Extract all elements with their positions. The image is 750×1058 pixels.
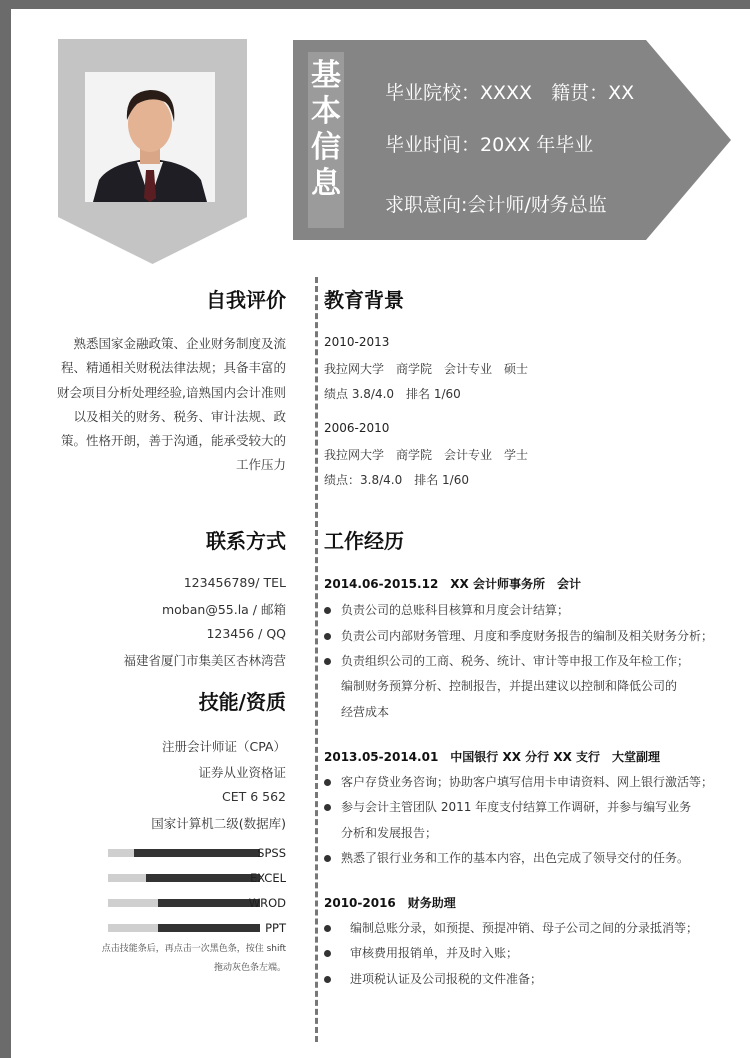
skill-name: EXCEL	[249, 871, 286, 885]
job-bullet: 负责组织公司的工商、税务、统计、审计等申报工作及年检工作；	[324, 652, 689, 669]
basic-info-label: 基本信息	[308, 52, 344, 228]
job-intention: 求职意向:会计师/财务总监	[385, 194, 607, 216]
skill-bar-ppt[interactable]	[108, 924, 260, 932]
column-divider	[315, 277, 318, 1042]
person-portrait-icon	[85, 72, 215, 202]
skill-bar-spss[interactable]	[108, 849, 260, 857]
hint-line: 拖动灰色条左端。	[213, 963, 286, 973]
job-bullet: 熟悉了银行业务和工作的基本内容，出色完成了领导交付的任务。	[324, 849, 689, 866]
bullet-dot-icon	[324, 925, 331, 932]
edu-gpa: 绩点：3.8/4.0 排名 1/60	[324, 473, 469, 487]
job-bullet-cont: 经营成本	[341, 705, 390, 719]
contact-heading: 联系方式	[206, 529, 286, 553]
edu-detail: 我拉网大学 商学院 会计专业 硕士	[324, 362, 529, 376]
bullet-dot-icon	[324, 607, 331, 614]
job-bullet-cont: 编制财务预算分析、控制报告，并提出建议以控制和降低公司的	[341, 679, 678, 693]
contact-email: moban@55.la / 邮箱	[161, 602, 286, 617]
job-bullet: 审核费用报销单，并及时入账；	[324, 944, 518, 961]
skill-bar-fill[interactable]	[158, 899, 260, 907]
bullet-dot-icon	[324, 779, 331, 786]
skill-name: SPSS	[257, 846, 286, 860]
edu-period: 2006-2010	[324, 421, 390, 435]
skill-bar-word[interactable]	[108, 899, 260, 907]
cert-item: 国家计算机二级(数据库)	[151, 816, 286, 831]
job-bullet: 进项税认证及公司报税的文件准备；	[324, 970, 542, 987]
contact-qq: 123456 / QQ	[206, 626, 286, 641]
cert-item: 证券从业资格证	[198, 765, 286, 780]
work-heading: 工作经历	[324, 529, 404, 553]
edu-period: 2010-2013	[324, 335, 390, 349]
profile-photo	[85, 72, 215, 202]
education-heading: 教育背景	[324, 288, 404, 312]
skill-bar-fill[interactable]	[158, 924, 260, 932]
contact-address: 福建省厦门市集美区杏林湾营	[123, 653, 286, 668]
job-header: 2014.06-2015.12 XX 会计师事务所 会计	[324, 577, 581, 591]
school-hometown: 毕业院校：XXXX 籍贯：XX	[385, 82, 635, 104]
skill-bar-fill[interactable]	[146, 874, 260, 882]
job-header: 2013.05-2014.01 中国银行 XX 分行 XX 支行 大堂副理	[324, 750, 661, 764]
job-bullet: 参与会计主管团队 2011 年度支付结算工作调研，并参与编写业务	[324, 798, 691, 815]
self-eval-text: 熟悉国家金融政策、企业财务制度及流程、精通相关财税法律法规；具备丰富的财会项目分析处理经验,谙熟国内会计准则以及相关的财务、税务、审计法规、政策。性格开朗，善于沟通，能承受较大的工作压力	[57, 336, 286, 473]
cert-item: CET 6 562	[221, 789, 286, 804]
job-bullet: 负责公司的总账科目核算和月度会计结算；	[324, 601, 569, 618]
job-bullet-cont: 分析和发展报告；	[341, 826, 438, 840]
skills-heading: 技能/资质	[198, 690, 286, 714]
job-bullet: 客户存贷业务咨询；协助客户填写信用卡申请资料、网上银行激活等；	[324, 773, 713, 790]
cert-item: 注册会计师证（CPA）	[161, 739, 286, 754]
edu-gpa: 绩点 3.8/4.0 排名 1/60	[324, 387, 461, 401]
job-bullet: 编制总账分录，如预提、预提冲销、母子公司之间的分录抵消等；	[324, 919, 698, 936]
basic-info-banner	[293, 40, 731, 240]
graduation-time: 毕业时间：20XX 年毕业	[385, 134, 594, 156]
bullet-dot-icon	[324, 804, 331, 811]
skill-name: PPT	[265, 921, 286, 935]
skill-bar-excel[interactable]	[108, 874, 260, 882]
edu-detail: 我拉网大学 商学院 会计专业 学士	[324, 448, 529, 462]
photo-badge	[58, 39, 247, 274]
hint-line: 点击技能条后，再点击一次黑色条，按住 shift	[101, 944, 286, 954]
resume-page	[11, 9, 750, 1058]
skill-bar-fill[interactable]	[134, 849, 260, 857]
bullet-dot-icon	[324, 950, 331, 957]
self-eval-heading: 自我评价	[206, 288, 286, 312]
job-bullet: 负责公司内部财务管理、月度和季度财务报告的编制及相关财务分析；	[324, 627, 713, 644]
skill-bar-hint	[76, 940, 286, 978]
skill-name: WROD	[248, 896, 286, 910]
bullet-dot-icon	[324, 658, 331, 665]
bullet-dot-icon	[324, 976, 331, 983]
bullet-dot-icon	[324, 855, 331, 862]
bullet-dot-icon	[324, 633, 331, 640]
job-header: 2010-2016 财务助理	[324, 896, 456, 910]
contact-phone: 123456789/ TEL	[183, 575, 286, 590]
